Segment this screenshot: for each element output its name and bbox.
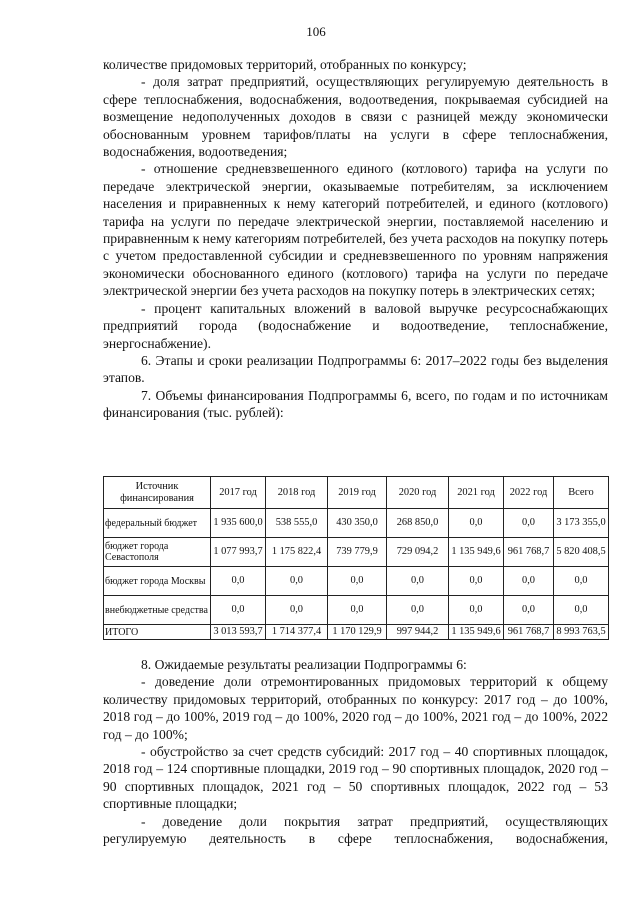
table-cell-source: федеральный бюджет — [104, 509, 211, 538]
header-year-2018: 2018 год — [266, 477, 328, 509]
table-cell: 1 175 822,4 — [266, 538, 328, 567]
paragraph-cost-share: - доля затрат предприятий, осуществляющих регулируемую деятельность в сфере теплоснабжения, водоснабжения, водоотведения, покрываемая субсидией на возмещение недополученных доходов в связи с разницей между экономически обоснованным уровнем тарифов/платы на услуги в сфере теплоснабжения, водоснабжения, водоотведения; — [103, 74, 608, 160]
funding-table — [103, 476, 609, 640]
table-cell: 0,0 — [449, 596, 504, 625]
table-cell: 0,0 — [211, 596, 266, 625]
table-cell: 0,0 — [449, 567, 504, 596]
header-year-2021: 2021 год — [449, 477, 504, 509]
table-cell: 0,0 — [387, 567, 449, 596]
table-header-row — [104, 477, 609, 509]
table-cell: 8 993 763,5 — [554, 625, 609, 640]
table-cell: 0,0 — [504, 567, 554, 596]
table-cell: 739 779,9 — [328, 538, 387, 567]
table-cell: 0,0 — [387, 596, 449, 625]
table-cell: 0,0 — [449, 509, 504, 538]
table-cell: 961 768,7 — [504, 625, 554, 640]
paragraph-expected-results: 8. Ожидаемые результаты реализации Подпрограммы 6: — [141, 657, 467, 672]
paragraph-courtyards: - доведение доли отремонтированных придомовых территорий к общему количеству придомовых территорий, отобранных по конкурсу: 2017 год – до 100%, 2018 год – до 100%, 2019 год – до 100%, 2020 год – до 100%, 2021 год – до 100%, 2022 год – до 100%; — [103, 674, 608, 742]
table-row-total — [104, 625, 609, 640]
text-block-bottom — [103, 656, 608, 847]
table-cell: 997 944,2 — [387, 625, 449, 640]
table-cell-source: внебюджетные средства — [104, 596, 211, 625]
table-cell: 538 555,0 — [266, 509, 328, 538]
header-year-2022: 2022 год — [504, 477, 554, 509]
table-cell: 0,0 — [504, 596, 554, 625]
paragraph-stages: 6. Этапы и сроки реализации Подпрограммы 6: 2017–2022 годы без выделения этапов. — [103, 352, 608, 386]
table-cell: 0,0 — [554, 567, 609, 596]
table-cell: 5 820 408,5 — [554, 538, 609, 567]
table-cell: 0,0 — [504, 509, 554, 538]
table-cell: 0,0 — [211, 567, 266, 596]
header-year-2019: 2019 год — [328, 477, 387, 509]
table-cell: 3 013 593,7 — [211, 625, 266, 640]
table-row — [104, 596, 609, 625]
table-cell: 1 135 949,6 — [449, 538, 504, 567]
table-cell-source: бюджет города Севастополя — [104, 538, 211, 567]
page-number: 106 — [306, 24, 326, 39]
header-total: Всего — [554, 477, 609, 509]
table-cell: 0,0 — [266, 567, 328, 596]
paragraph-capital-investment: - процент капитальных вложений в валовой выручке ресурсоснабжающих предприятий города (водоснабжение и водоотведение, теплоснабжение, энергоснабжение). — [103, 300, 608, 351]
table-cell: 0,0 — [554, 596, 609, 625]
paragraph-continuation: количестве придомовых территорий, отобранных по конкурсу; — [103, 57, 467, 72]
table-row — [104, 538, 609, 567]
table-row — [104, 567, 609, 596]
table-cell-source: ИТОГО — [104, 625, 211, 640]
header-year-2017: 2017 год — [211, 477, 266, 509]
table-cell: 0,0 — [328, 567, 387, 596]
header-source: Источник финансирования — [104, 477, 211, 509]
table-cell: 961 768,7 — [504, 538, 554, 567]
table-cell: 268 850,0 — [387, 509, 449, 538]
text-block-top — [103, 56, 608, 422]
paragraph-funding-intro: 7. Объемы финансирования Подпрограммы 6, всего, по годам и по источникам финансирования (тыс. рублей): — [103, 387, 608, 421]
paragraph-tariff-ratio: - отношение средневзвешенного единого (котлового) тарифа на услуги по передаче электрической энергии, оказываемые потребителям, за исключением населения и приравненных к нему категорий потребителей, и единого (котлового) тарифа на услуги по передаче электрической энергии, поставляемой населению и приравненным к нему категориям потребителей, без учета расходов на покупку потерь с учетом предоставленной субсидии и средневзвешенного по уровням напряжения экономически обоснованного единого (котлового) тарифа на услуги по передаче электрической энергии без учета расходов на покупку потерь в электрических сетях; — [103, 161, 608, 299]
table-row — [104, 509, 609, 538]
table-cell: 0,0 — [328, 596, 387, 625]
table-cell: 1 935 600,0 — [211, 509, 266, 538]
paragraph-cost-coverage: - доведение доли покрытия затрат предприятий, осуществляющих регулируемую деятельность в сфере теплоснабжения, водоснабжения, — [103, 813, 608, 847]
table-cell: 1 135 949,6 — [449, 625, 504, 640]
table-cell: 3 173 355,0 — [554, 509, 609, 538]
table-cell: 430 350,0 — [328, 509, 387, 538]
table-cell: 729 094,2 — [387, 538, 449, 567]
paragraph-sports-grounds: - обустройство за счет средств субсидий: 2017 год – 40 спортивных площадок, 2018 год – 124 спортивные площадки, 2019 год – 90 спортивных площадок, 2020 год – 90 спортивных площадок, 2021 год – 50 спортивных площадок, 2022 год – 53 спортивные площадки; — [103, 744, 608, 812]
table-cell: 0,0 — [266, 596, 328, 625]
table-cell: 1 714 377,4 — [266, 625, 328, 640]
table-cell: 1 077 993,7 — [211, 538, 266, 567]
table-cell: 1 170 129,9 — [328, 625, 387, 640]
table-cell-source: бюджет города Москвы — [104, 567, 211, 596]
header-year-2020: 2020 год — [387, 477, 449, 509]
